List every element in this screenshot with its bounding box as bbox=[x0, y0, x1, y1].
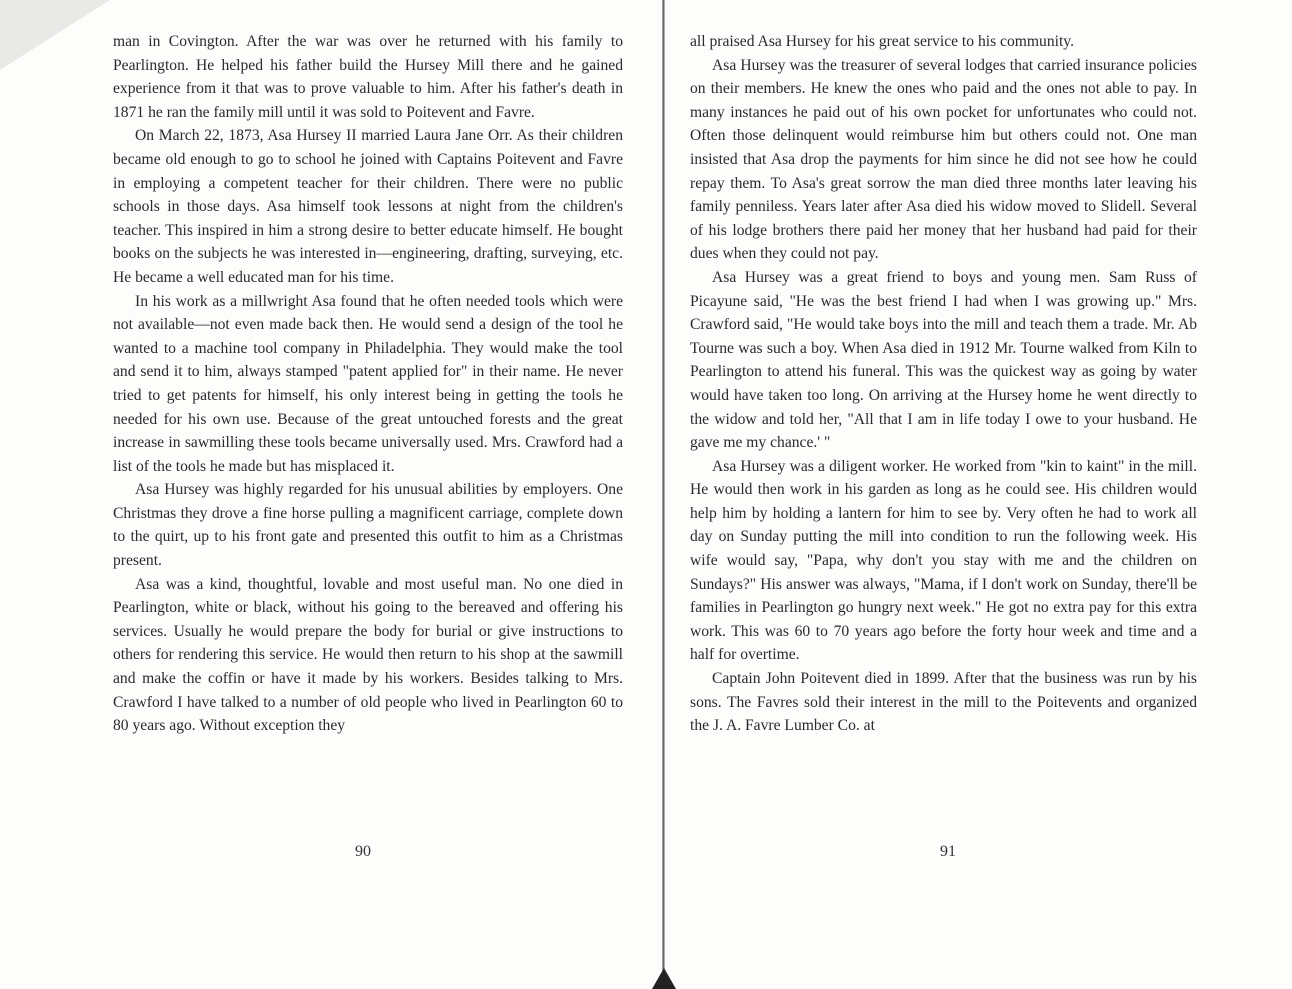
right-paragraph-3: Asa Hursey was a great friend to boys and young men. Sam Russ of Picayune said, "He was the best friend I had when I was growing up." Mrs. Crawford said, "He would take boys into the mill and teach them a trade. Mr. Ab Tourne was such a boy. When Asa died in 1912 Mr. Tourne walked from Kiln to Pearlington to attend his funeral. This was the quickest way as going by water would have taken too long. On arriving at the Hursey home he went directly to the widow and told her, "All that I am in life today I owe to your husband. He gave me my chance.' " bbox=[690, 268, 1197, 452]
right-paragraph-4: Asa Hursey was a diligent worker. He worked from "kin to kaint" in the mill. He would then work in his garden as long as he could see. His children would help him by holding a lantern for him to see by. Very often he had to work all day on Sunday putting the mill into condition to run the following week. His wife would say, "Papa, why don't you stay with me and the children on Sundays?" His answer was always, "Mama, if I don't work on Sunday, there'll be families in Pearlington go hungry next week." He got no extra pay for this extra work. This was 60 to 70 years ago before the forty hour week and time and a half for overtime. bbox=[690, 457, 1197, 664]
left-page-number: 90 bbox=[355, 843, 371, 860]
left-paragraph-4: Asa Hursey was highly regarded for his unusual abilities by employers. One Christmas they drove a fine horse pulling a magnificent carriage, complete down to the quirt, up to his front gate and presented this outfit to him as a Christmas present. bbox=[113, 481, 623, 570]
left-paragraph-1: man in Covington. After the war was over he returned with his family to Pearlington. He helped his father build the Hursey Mill there and he gained experience from it that was to prove valuable to him. After his father's death in 1871 he ran the family mill until it was sold to Poitevent and Favre. bbox=[113, 33, 623, 121]
right-paragraph-5: Captain John Poitevent died in 1899. After that the business was run by his sons. The Favres sold their interest in the mill to the Poitevents and organized the J. A. Favre Lumber Co. at bbox=[690, 670, 1197, 735]
left-paragraph-5: Asa was a kind, thoughtful, lovable and most useful man. No one died in Pearlington, white or black, without his going to the bereaved and offering his services. Usually he would prepare the body for burial or give instructions to others for rendering this service. He would then return to his shop at the sawmill and make the coffin or have it made by his workers. Besides talking to Mrs. Crawford I have talked to a number of old people who lived in Pearlington 60 to 80 years ago. Without exception they bbox=[113, 575, 623, 735]
right-paragraph-1: all praised Asa Hursey for his great service to his community. bbox=[690, 33, 1074, 50]
book-gutter bbox=[662, 0, 665, 989]
page-corner-fold bbox=[0, 0, 110, 70]
right-paragraph-2: Asa Hursey was the treasurer of several lodges that carried insurance policies on their members. He knew the ones who paid and the ones not able to pay. In many instances he paid out of his own pocket for unfortunates who could not. Often those delinquent would reimburse him but others could not. One man insisted that Asa drop the payments for him since he did not see how he could repay them. To Asa's great sorrow the man died three months later leaving his family penniless. Years later after Asa died his widow moved to Slidell. Several of his lodge brothers there paid her money that her husband had paid for their dues when they could not pay. bbox=[690, 56, 1197, 263]
right-page bbox=[690, 30, 1197, 738]
left-paragraph-3: In his work as a millwright Asa found that he often needed tools which were not available—not even made back then. He would send a design of the tool he wanted to a machine tool company in Philadelphia. They would make the tool and send it to him, always stamped "patent applied for" in their name. He never tried to get patents for himself, his only interest being in getting the tools he needed for his own use. Because of the great untouched forests and the great increase in sawmilling these tools became universally used. Mrs. Crawford had a list of the tools he made but has misplaced it. bbox=[113, 292, 623, 475]
gutter-notch bbox=[652, 968, 676, 989]
left-page bbox=[113, 30, 623, 738]
left-paragraph-2: On March 22, 1873, Asa Hursey II married Laura Jane Orr. As their children became old enough to go to school he joined with Captains Poitevent and Favre in employing a competent teacher for their children. There were no public schools in those days. Asa himself took lessons at night from the children's teacher. This inspired in him a strong desire to better educate himself. He bought books on the subjects he was interested in—engineering, drafting, surveying, etc. He became a well educated man for his time. bbox=[113, 127, 623, 286]
right-page-number: 91 bbox=[940, 843, 956, 860]
